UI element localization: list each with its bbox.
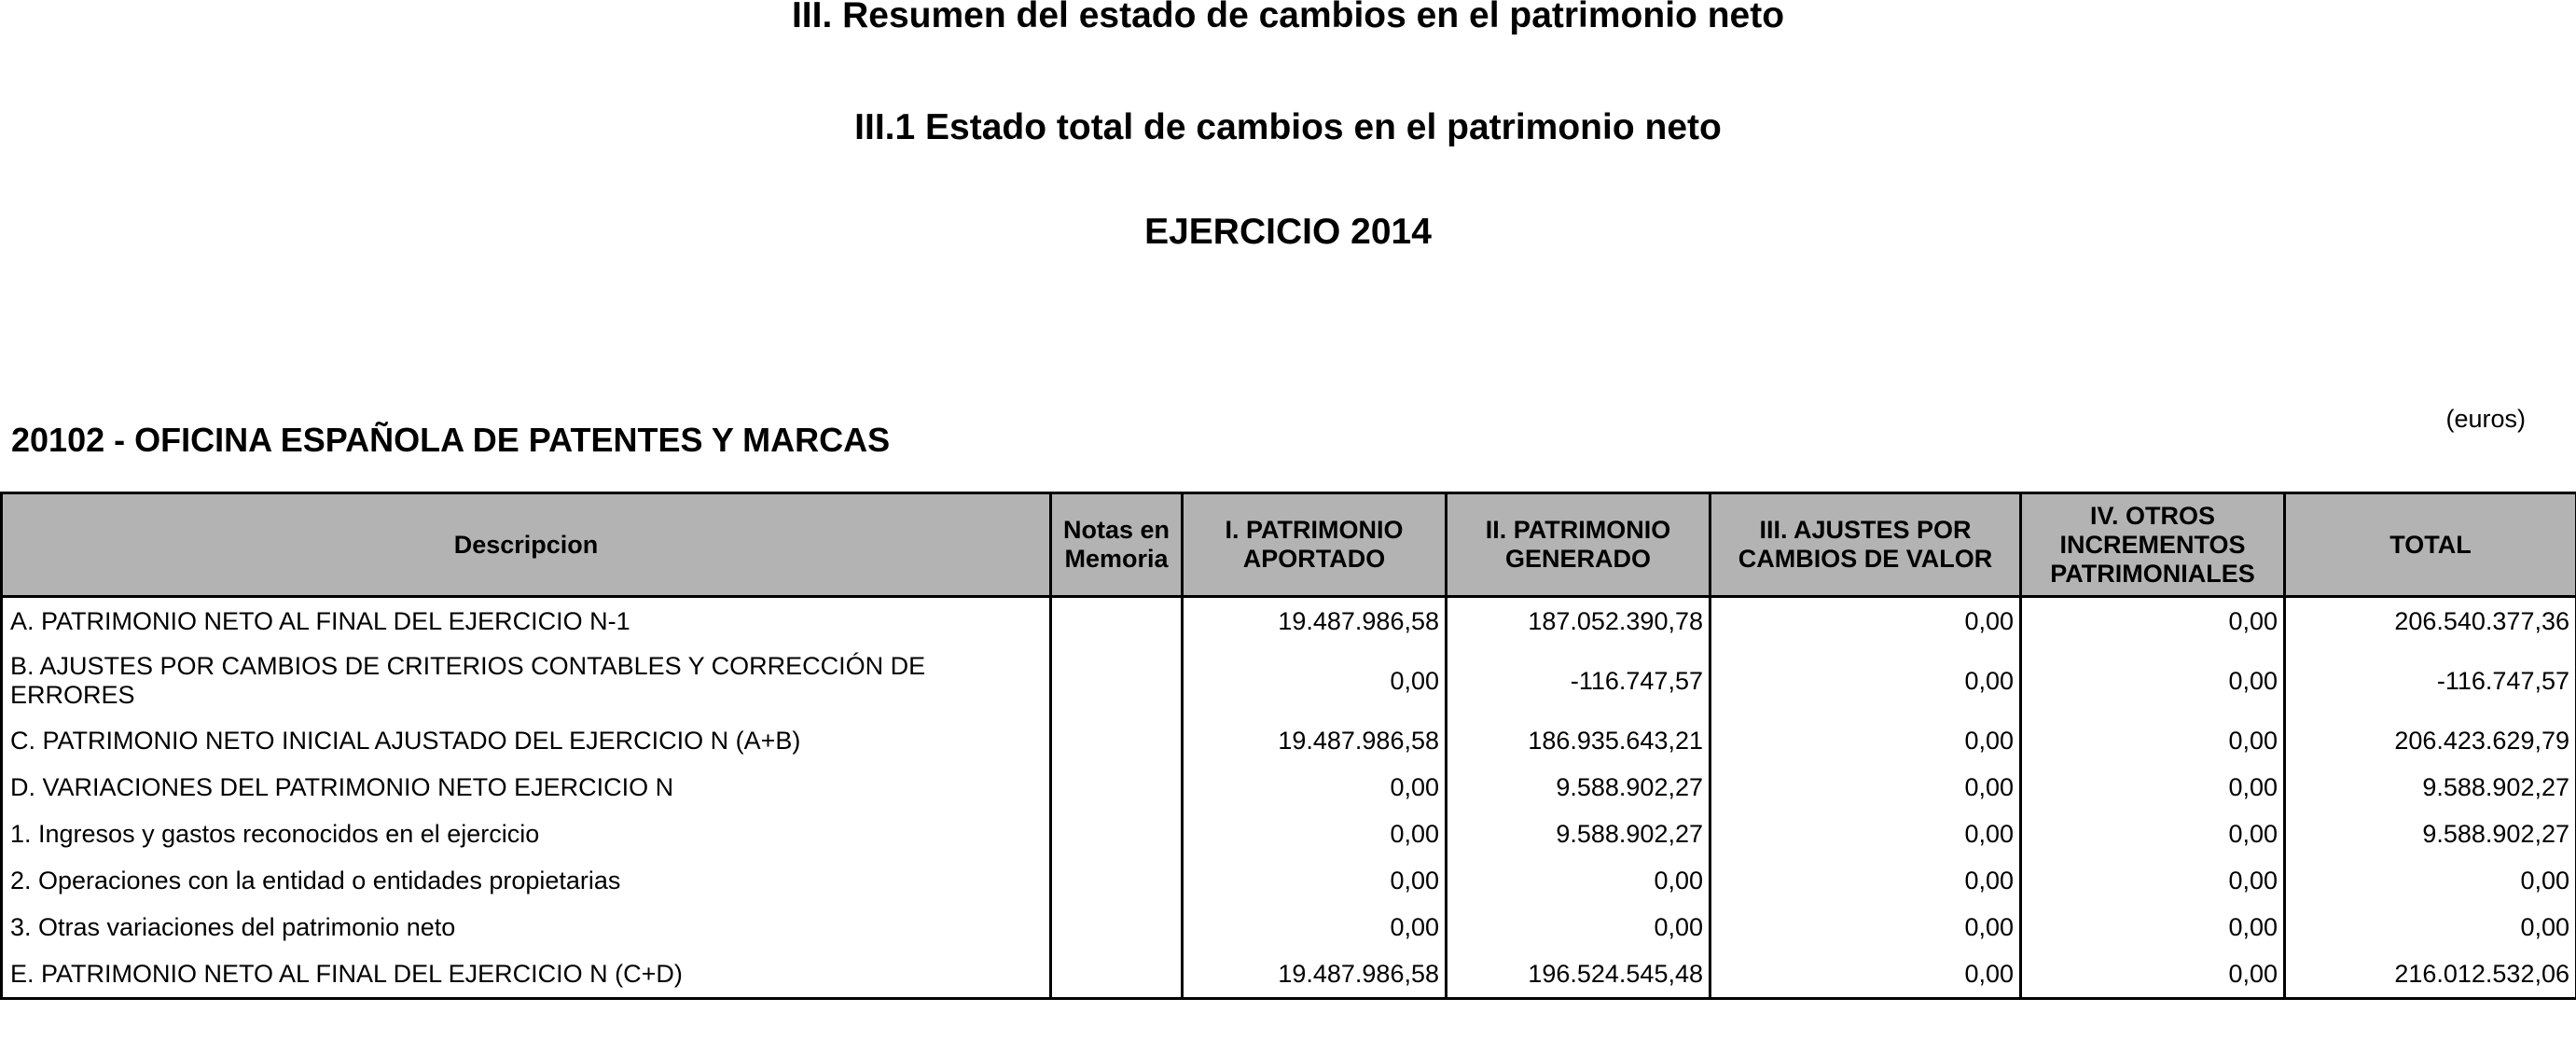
row-description: E. PATRIMONIO NETO AL FINAL DEL EJERCICIO N (C+D) xyxy=(2,950,1051,999)
fiscal-year-title: EJERCICIO 2014 xyxy=(1144,212,1432,252)
row-otros: 0,00 xyxy=(2021,950,2285,999)
row-otros: 0,00 xyxy=(2021,811,2285,857)
row-otros: 0,00 xyxy=(2021,597,2285,645)
row-aportado: 0,00 xyxy=(1183,764,1447,811)
column-header-total: TOTAL xyxy=(2285,493,2576,597)
row-otros: 0,00 xyxy=(2021,857,2285,904)
row-otros: 0,00 xyxy=(2021,904,2285,950)
row-notas xyxy=(1051,857,1183,904)
column-header-descripcion: Descripcion xyxy=(2,493,1051,597)
row-total: -116.747,57 xyxy=(2285,645,2576,717)
row-total: 0,00 xyxy=(2285,857,2576,904)
table-row xyxy=(2,717,2576,764)
column-header-ajustes-valor: III. AJUSTES POR CAMBIOS DE VALOR xyxy=(1710,493,2021,597)
row-generado: 0,00 xyxy=(1447,857,1710,904)
row-description: 1. Ingresos y gastos reconocidos en el ejercicio xyxy=(2,811,1051,857)
column-header-otros-incrementos: IV. OTROS INCREMENTOS PATRIMONIALES xyxy=(2021,493,2285,597)
table-row xyxy=(2,950,2576,999)
row-total: 216.012.532,06 xyxy=(2285,950,2576,999)
row-notas xyxy=(1051,950,1183,999)
row-total: 206.540.377,36 xyxy=(2285,597,2576,645)
row-ajustes: 0,00 xyxy=(1710,764,2021,811)
table-header-row xyxy=(2,493,2576,597)
table-row xyxy=(2,764,2576,811)
row-generado: 9.588.902,27 xyxy=(1447,811,1710,857)
row-ajustes: 0,00 xyxy=(1710,597,2021,645)
row-notas xyxy=(1051,764,1183,811)
currency-units: (euros) xyxy=(2445,405,2526,433)
row-aportado: 19.487.986,58 xyxy=(1183,597,1447,645)
row-notas xyxy=(1051,717,1183,764)
row-aportado: 0,00 xyxy=(1183,904,1447,950)
row-notas xyxy=(1051,811,1183,857)
row-otros: 0,00 xyxy=(2021,764,2285,811)
row-description: C. PATRIMONIO NETO INICIAL AJUSTADO DEL EJERCICIO N (A+B) xyxy=(2,717,1051,764)
row-notas xyxy=(1051,645,1183,717)
row-total: 206.423.629,79 xyxy=(2285,717,2576,764)
row-otros: 0,00 xyxy=(2021,717,2285,764)
row-description: A. PATRIMONIO NETO AL FINAL DEL EJERCICIO N-1 xyxy=(2,597,1051,645)
row-generado: 0,00 xyxy=(1447,904,1710,950)
row-generado: 187.052.390,78 xyxy=(1447,597,1710,645)
row-generado: 186.935.643,21 xyxy=(1447,717,1710,764)
row-generado: 196.524.545,48 xyxy=(1447,950,1710,999)
row-otros: 0,00 xyxy=(2021,645,2285,717)
row-aportado: 0,00 xyxy=(1183,811,1447,857)
table-row xyxy=(2,811,2576,857)
table-row xyxy=(2,645,2576,717)
table-row xyxy=(2,597,2576,645)
row-total: 9.588.902,27 xyxy=(2285,811,2576,857)
row-ajustes: 0,00 xyxy=(1710,717,2021,764)
report-title: III. Resumen del estado de cambios en el patrimonio neto xyxy=(791,0,1785,35)
column-header-patrimonio-aportado: I. PATRIMONIO APORTADO xyxy=(1183,493,1447,597)
entity-name: 20102 - OFICINA ESPAÑOLA DE PATENTES Y MARCAS xyxy=(11,421,891,459)
row-generado: -116.747,57 xyxy=(1447,645,1710,717)
equity-changes-table xyxy=(0,492,2576,1000)
row-total: 9.588.902,27 xyxy=(2285,764,2576,811)
column-header-patrimonio-generado: II. PATRIMONIO GENERADO xyxy=(1447,493,1710,597)
report-subtitle: III.1 Estado total de cambios en el patrimonio neto xyxy=(854,107,1722,147)
row-description: D. VARIACIONES DEL PATRIMONIO NETO EJERCICIO N xyxy=(2,764,1051,811)
row-description: 3. Otras variaciones del patrimonio neto xyxy=(2,904,1051,950)
row-aportado: 19.487.986,58 xyxy=(1183,717,1447,764)
row-ajustes: 0,00 xyxy=(1710,857,2021,904)
row-notas xyxy=(1051,904,1183,950)
row-aportado: 0,00 xyxy=(1183,857,1447,904)
row-total: 0,00 xyxy=(2285,904,2576,950)
row-ajustes: 0,00 xyxy=(1710,950,2021,999)
table-row xyxy=(2,904,2576,950)
column-header-notas: Notas en Memoria xyxy=(1051,493,1183,597)
table-row xyxy=(2,857,2576,904)
row-ajustes: 0,00 xyxy=(1710,645,2021,717)
row-notas xyxy=(1051,597,1183,645)
row-description: B. AJUSTES POR CAMBIOS DE CRITERIOS CONTABLES Y CORRECCIÓN DE ERRORES xyxy=(2,645,1051,717)
row-ajustes: 0,00 xyxy=(1710,904,2021,950)
row-ajustes: 0,00 xyxy=(1710,811,2021,857)
row-aportado: 0,00 xyxy=(1183,645,1447,717)
row-aportado: 19.487.986,58 xyxy=(1183,950,1447,999)
row-generado: 9.588.902,27 xyxy=(1447,764,1710,811)
row-description: 2. Operaciones con la entidad o entidades propietarias xyxy=(2,857,1051,904)
